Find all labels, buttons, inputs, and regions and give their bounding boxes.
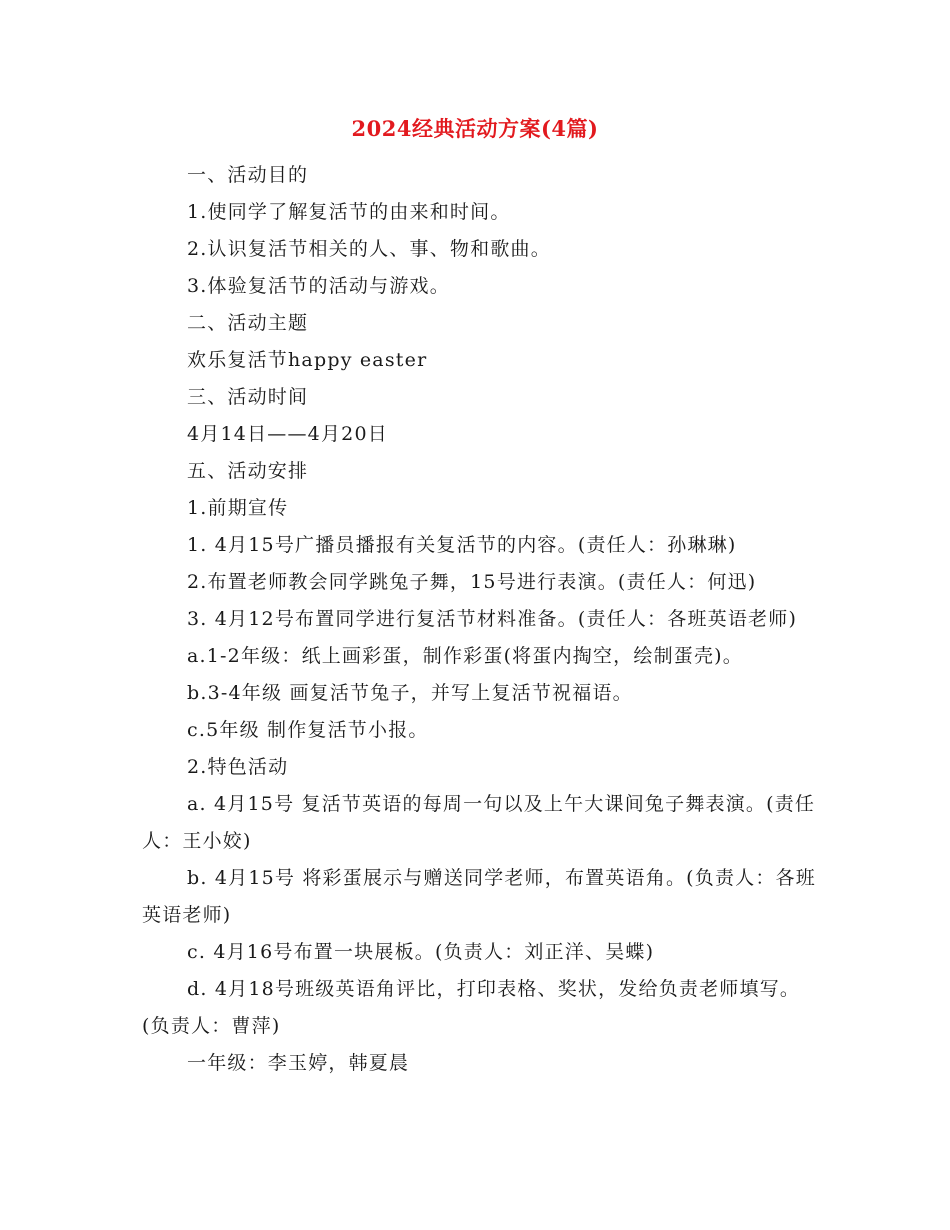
paragraph: 2.特色活动 xyxy=(187,756,289,778)
paragraph: 1.前期宣传 xyxy=(187,497,289,519)
paragraph: b.3-4年级 画复活节兔子，并写上复活节祝福语。 xyxy=(187,682,633,704)
document-body xyxy=(142,157,822,1082)
paragraph: a.1-2年级：纸上画彩蛋，制作彩蛋(将蛋内掏空，绘制蛋壳)。 xyxy=(187,645,743,667)
paragraph: 2.认识复活节相关的人、事、物和歌曲。 xyxy=(187,238,551,260)
paragraph: 1.使同学了解复活节的由来和时间。 xyxy=(187,201,511,223)
section-heading-purpose: 一、活动目的 xyxy=(187,164,309,186)
section-heading-theme: 二、活动主题 xyxy=(187,312,309,334)
paragraph: 欢乐复活节happy easter xyxy=(187,349,428,371)
section-heading-arrangement: 五、活动安排 xyxy=(187,460,309,482)
paragraph: a. 4月15号 复活节英语的每周一句以及上午大课间兔子舞表演。(责任人：王小姣) xyxy=(142,793,816,852)
section-heading-time: 三、活动时间 xyxy=(187,386,309,408)
paragraph: c.5年级 制作复活节小报。 xyxy=(187,719,429,741)
paragraph: b. 4月15号 将彩蛋展示与赠送同学老师，布置英语角。(负责人：各班英语老师) xyxy=(142,867,816,926)
paragraph: 一年级：李玉婷，韩夏晨 xyxy=(187,1052,410,1074)
paragraph: 3.体验复活节的活动与游戏。 xyxy=(187,275,450,297)
paragraph: 4月14日——4月20日 xyxy=(187,423,388,445)
paragraph: 3. 4月12号布置同学进行复活节材料准备。(责任人：各班英语老师) xyxy=(187,608,798,630)
document-title: 2024经典活动方案(4篇) xyxy=(351,116,599,141)
paragraph: 2.布置老师教会同学跳兔子舞，15号进行表演。(责任人：何迅) xyxy=(187,571,757,593)
paragraph: d. 4月18号班级英语角评比，打印表格、奖状，发给负责老师填写。(负责人：曹萍) xyxy=(142,978,801,1037)
paragraph: c. 4月16号布置一块展板。(负责人：刘正洋、吴蝶) xyxy=(187,941,655,963)
paragraph: 1. 4月15号广播员播报有关复活节的内容。(责任人：孙琳琳) xyxy=(187,534,737,556)
